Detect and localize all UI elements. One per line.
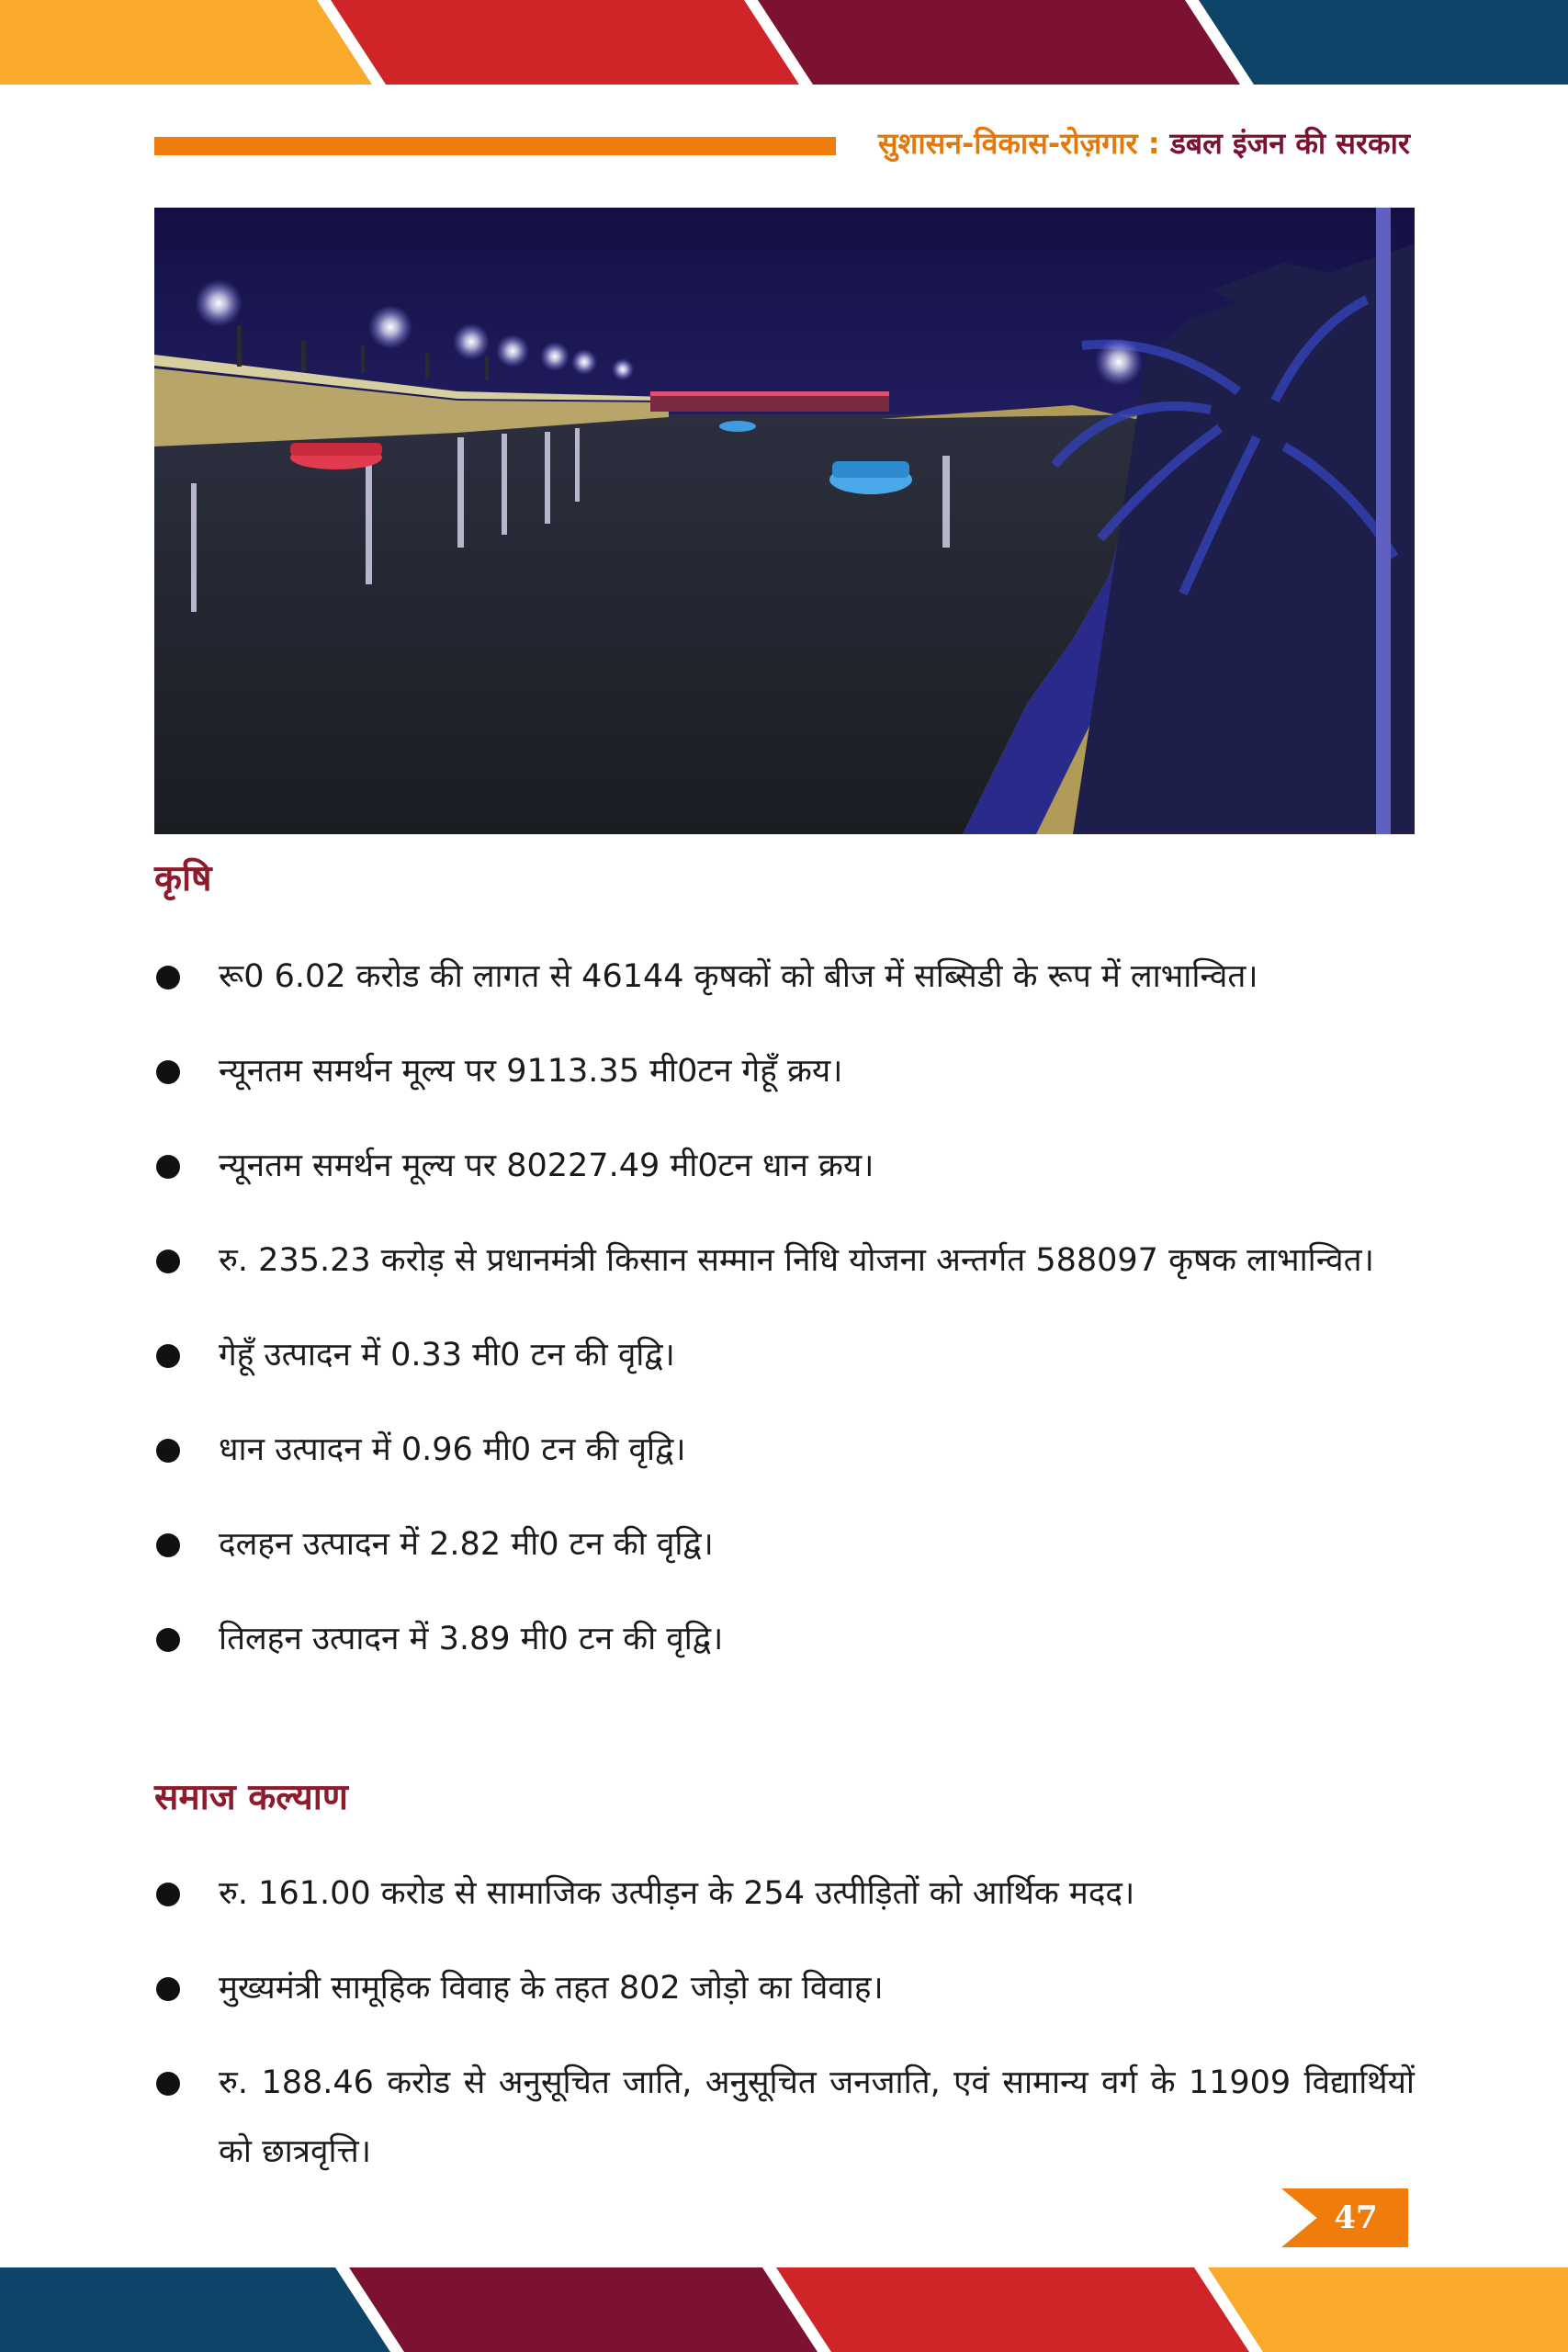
bullet-dot-icon [156,1155,180,1179]
list-item-text: रु. 188.46 करोड से अनुसूचित जाति, अनुसूचित जनजाति, एवं सामान्य वर्ग के 11909 विद्यार्थियों को छात्रवृत्ति। [219,2064,1415,2170]
bullet-dot-icon [156,1250,180,1273]
section-heading-samaj-kalyan: समाज कल्याण [154,1777,348,1818]
bottom-color-band [0,2267,1568,2352]
bullet-dot-icon [156,1533,180,1557]
bullet-dot-icon [156,966,180,989]
section-heading-krishi: कृषि [154,858,212,899]
list-item-text: गेहूँ उत्पादन में 0.33 मी0 टन की वृद्वि। [219,1337,675,1374]
list-item-text: न्यूनतम समर्थन मूल्य पर 80227.49 मी0टन धान क्रय। [219,1148,874,1184]
bullet-dot-icon [156,1344,180,1368]
list-item [154,1037,1415,1106]
list-item [154,943,1415,1012]
bullet-dot-icon [156,1977,180,2001]
page-number: 47 [1334,2199,1378,2236]
list-item [154,1605,1415,1674]
bullet-dot-icon [156,1060,180,1084]
list-item-text: मुख्यमंत्री सामूहिक विवाह के तहत 802 जोड़ो का विवाह। [219,1970,884,2007]
list-item [154,1132,1415,1201]
list-item [154,1510,1415,1579]
krishi-list [154,943,1415,1700]
top-color-band [0,0,1568,85]
bullet-dot-icon [156,2072,180,2096]
bullet-dot-icon [156,1439,180,1463]
hero-photo [154,208,1415,834]
list-item [154,2049,1415,2187]
header-title-part2: डबल इंजन की सरकार [1169,126,1410,161]
list-item-text: धान उत्पादन में 0.96 मी0 टन की वृद्वि। [219,1431,686,1468]
list-item [154,1227,1415,1295]
header-rule [154,137,836,155]
header-title [878,123,1410,163]
list-item-text: रु. 235.23 करोड़ से प्रधानमंत्री किसान सम्मान निधि योजना अन्तर्गत 588097 कृषक लाभान्वित। [219,1242,1374,1279]
list-item [154,1321,1415,1390]
list-item-text: रु. 161.00 करोड से सामाजिक उत्पीड़न के 254 उत्पीड़ितों को आर्थिक मदद। [219,1875,1135,1912]
bullet-dot-icon [156,1883,180,1906]
list-item [154,1860,1415,1928]
list-item [154,1416,1415,1485]
list-item-text: तिलहन उत्पादन में 3.89 मी0 टन की वृद्वि। [219,1621,724,1657]
samaj-kalyan-list [154,1860,1415,2212]
list-item-text: दलहन उत्पादन में 2.82 मी0 टन की वृद्वि। [219,1526,714,1563]
bullet-dot-icon [156,1628,180,1652]
list-item [154,1954,1415,2023]
header-title-part1: सुशासन-विकास-रोज़गार : [877,126,1170,161]
list-item-text: रू0 6.02 करोड की लागत से 46144 कृषकों को बीज में सब्सिडी के रूप में लाभान्वित। [219,958,1258,995]
list-item-text: न्यूनतम समर्थन मूल्य पर 9113.35 मी0टन गेहूँ क्रय। [219,1053,843,1090]
